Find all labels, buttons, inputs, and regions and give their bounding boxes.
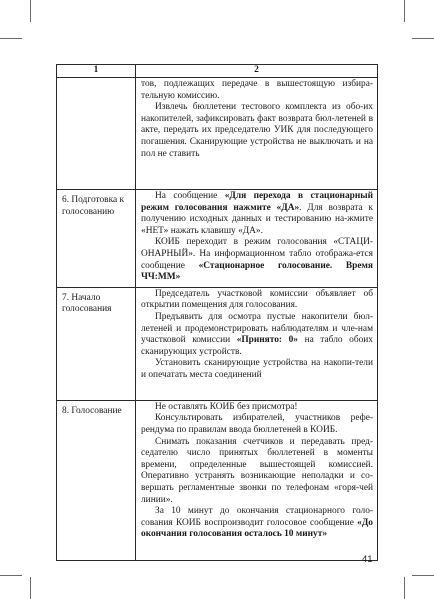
text-span: на табло обоих сканирующих устройств.	[141, 335, 373, 357]
emphasized-text: «Для перехода в стационарный режим голосования нажмите «ДА»	[141, 191, 373, 213]
instruction-paragraph	[141, 102, 373, 160]
instruction-paragraph	[141, 191, 373, 237]
table-row	[57, 78, 378, 190]
instruction-cell	[136, 78, 378, 190]
emphasized-text: «Стационарное голосование. Время ЧЧ:ММ»	[141, 260, 373, 283]
page-number: 41	[362, 554, 373, 565]
text-span: Председатель участковой комиссии объявляет об открытии помещения для голосования.	[141, 288, 373, 311]
crop-mark	[30, 577, 31, 599]
text-span: Установить сканирующие устройства на накопи-тели и опечатать места соединений	[141, 358, 373, 380]
text-span: На сообщение	[155, 191, 225, 201]
instruction-paragraph	[141, 358, 373, 381]
text-span: . Для возврата к получению исходных данных и тестированию на-жмите «НЕТ» нажать клавишу «ДА».	[141, 202, 373, 236]
text-span: Извлечь бюллетени тестового комплекта из обо-их накопителей, зафиксировать факт возврата бюл-летеней в акте, передать их председателю УИК для последующего погашения. Сканирующие устройства не выключать и на пол не ставить	[141, 102, 373, 159]
crop-mark	[30, 0, 31, 22]
text-span: Снимать показания счетчиков и передавать пред-седателю число принятых бюллетеней в моменты времени, определенные вышестоящей комиссией. Оперативно устранять возникающие неполадки и со-вершать регламентные звонки по телефонам «горя-чей линии».	[141, 436, 373, 505]
instruction-paragraph	[141, 312, 373, 358]
crop-mark	[0, 575, 22, 576]
table-header-row	[57, 65, 378, 78]
text-span: тов, подлежащих передаче в вышестоящую избира-тельную комиссию.	[141, 79, 373, 101]
stage-cell: 6. Подготовка к голосованию	[57, 190, 136, 288]
instruction-cell	[136, 400, 378, 560]
emphasized-text: «Принято: 0»	[236, 335, 298, 346]
text-span: Консультировать избирателей, участников рефе-рендума по правилам ввода бюллетеней в КОИБ.	[141, 413, 373, 435]
instruction-paragraph	[141, 79, 373, 102]
table-row	[57, 190, 378, 288]
column-header: 1	[57, 65, 136, 78]
table-row	[57, 400, 378, 560]
stage-cell: 8. Голосование	[57, 400, 136, 560]
crop-mark	[404, 577, 405, 599]
crop-mark	[412, 38, 434, 39]
instruction-paragraph	[141, 413, 373, 436]
emphasized-text: «До окончания голосования осталось 10 минут»	[141, 517, 373, 540]
column-header: 2	[136, 65, 378, 78]
instruction-paragraph	[141, 506, 373, 541]
instruction-paragraph	[141, 237, 373, 283]
instruction-cell	[136, 287, 378, 400]
text-span: Предъявить для осмотра пустые накопители бюл-летеней и продемонстрировать наблюдателям и чле-нам участковой комиссии	[141, 311, 373, 346]
instruction-paragraph	[141, 289, 373, 312]
instruction-paragraph	[141, 402, 373, 414]
instruction-paragraph	[141, 437, 373, 507]
text-span: КОИБ переходит в режим голосования «СТАЦИ-ОНАРНЫЙ». На информационном табло отобража-ется сообщение	[141, 237, 373, 271]
crop-mark	[404, 0, 405, 22]
text-span: Не оставлять КОИБ без присмотра!	[155, 401, 298, 412]
table-row	[57, 287, 378, 400]
instruction-cell	[136, 190, 378, 288]
stage-cell: 7. Начало голосования	[57, 287, 136, 400]
crop-mark	[0, 38, 22, 39]
text-span: За 10 минут до окончания стационарного голо-сования КОИБ воспроизводит голосовое сообщение	[141, 506, 373, 528]
crop-mark	[412, 575, 434, 576]
procedure-table	[56, 64, 378, 561]
stage-cell	[57, 78, 136, 190]
